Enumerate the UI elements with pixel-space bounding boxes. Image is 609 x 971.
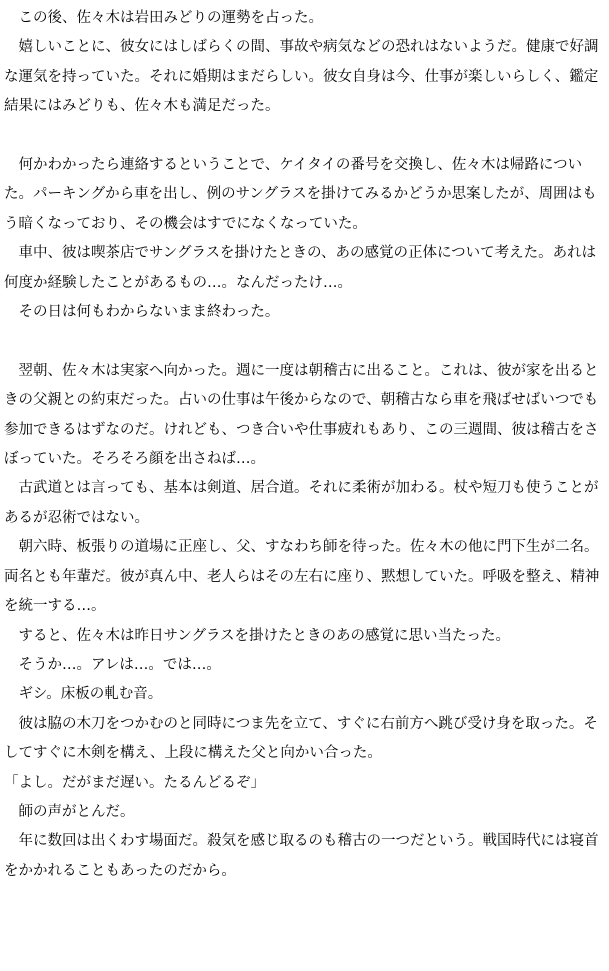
blank-line [4,327,604,356]
paragraph: 車中、彼は喫茶店でサングラスを掛けたときの、あの感覚の正体について考えた。あれは何度か経験したことがあるもの…。なんだったけ…。 [4,245,597,291]
paragraph: すると、佐々木は昨日サングラスを掛けたときのあの感覚に思い当たった。 [18,627,511,644]
blank-line [4,122,604,151]
paragraph: 彼は脇の木刀をつかむのと同時につま先を立て、すぐに右前方へ跳び受け身を取った。そしてすぐに木剣を構え、上段に構えた父と向かい合った。 [4,715,598,762]
paragraph: 古武道とは言っても、基本は剣道、居合道。それに柔術が加わる。杖や短刀も使うことがあるが忍術ではない。 [4,480,599,526]
paragraph: そうか…。アレは…。では…。 [18,656,221,673]
paragraph: 朝六時、板張りの道場に正座し、父、すなわち師を待った。佐々木の他に門下生が二名。両名とも年輩だ。彼が真ん中、老人らはその左右に座り、黙想していた。呼吸を整え、精神を統一する…。 [4,539,600,615]
body-text [4,4,604,886]
paragraph: 年に数回は出くわす場面だ。殺気を感じ取るのも稽古の一つだという。戦国時代には寝首をかかれることもあったのだから。 [4,833,599,879]
paragraph: その日は何もわからないまま終わった。 [18,304,280,321]
paragraph: 何かわかったら連絡するということで、ケイタイの番号を交換し、佐々木は帰路についた。パーキングから車を出し、例のサングラスを掛けてみるかどうか思案したが、周囲はもう暗くなっており、その機会はすでになくなっていた。 [4,157,597,232]
paragraph: 翌朝、佐々木は実家へ向かった。週に一度は朝稽古に出ること。これは、彼が家を出るときの父親との約束だった。占いの仕事は午後からなので、朝稽古なら車を飛ばせばいつでも参加できるはずなのだ。けれども、つき合いや仕事疲れもあり、この三週間、彼は稽古をさぼっていた。そろそろ顔を出さねば…。 [4,362,599,468]
paragraph: 師の声がとんだ。 [18,803,135,820]
dialogue-line: 「よし。だがまだ遅い。たるんどるぞ」 [4,774,265,791]
paragraph: ギシ。床板の軋む音。 [18,686,163,703]
paragraph: 嬉しいことに、彼女にはしばらくの間、事故や病気などの恐れはないようだ。健康で好調な運気を持っていた。それに婚期はまだらしい。彼女自身は今、仕事が楽しいらしく、鑑定結果にはみどりも、佐々木も満足だった。 [4,39,599,115]
paragraph: この後、佐々木は岩田みどりの運勢を占った。 [18,10,323,26]
